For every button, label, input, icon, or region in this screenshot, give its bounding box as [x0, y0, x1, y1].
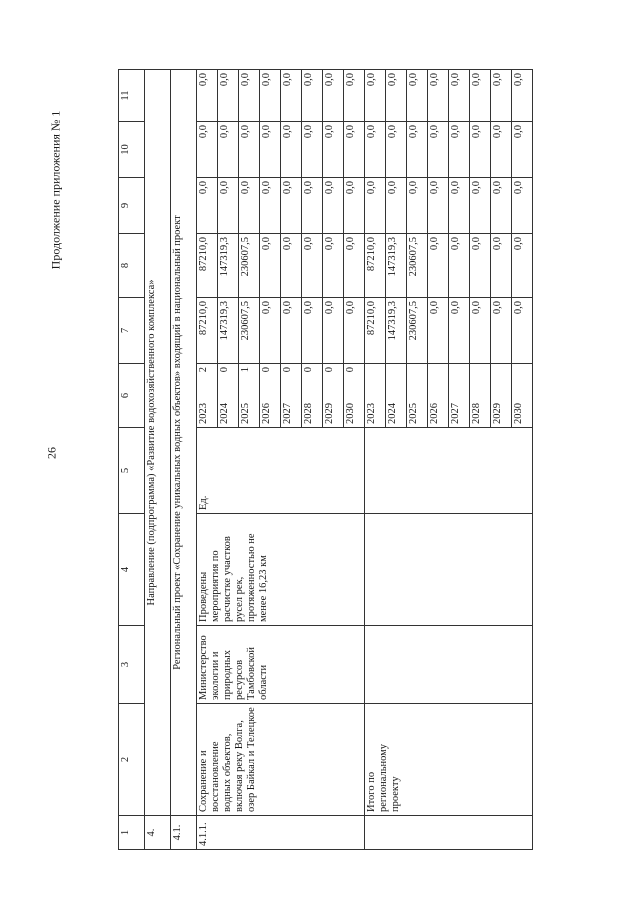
measure-name: Сохранение и восстановление водных объектов, включая реку Волга, озер Байкал и Телецкое [197, 704, 365, 816]
value-cell: 0,0 [449, 178, 470, 234]
value-cell: 0,0 [281, 234, 302, 298]
value-cell: 0,0 [512, 70, 533, 122]
total-number-cell [365, 816, 533, 850]
value-cell: 0,0 [428, 122, 449, 178]
value-cell: 230607,5 [407, 298, 428, 364]
year-value: 2025 [240, 403, 251, 424]
indicator-value: 0 [282, 367, 293, 373]
value-cell: 0,0 [260, 122, 281, 178]
value-cell: 0,0 [449, 70, 470, 122]
value-cell: 0,0 [239, 122, 260, 178]
indicator-value: 0 [324, 367, 335, 373]
value-cell: 0,0 [407, 178, 428, 234]
value-cell: 0,0 [323, 70, 344, 122]
indicator-value: 0 [345, 367, 356, 373]
value-cell: 0,0 [302, 122, 323, 178]
value-cell: 0,0 [428, 234, 449, 298]
measure-unit: Ед. [197, 428, 365, 514]
year-value: 2029 [324, 403, 335, 424]
section-number: 4. [145, 816, 171, 850]
value-cell: 230607,5 [239, 234, 260, 298]
value-cell: 0,0 [491, 234, 512, 298]
indicator-value: 1 [240, 367, 251, 373]
value-cell: 0,0 [491, 70, 512, 122]
year-cell: 2029 [491, 364, 512, 428]
year-cell [302, 364, 323, 428]
measure-number: 4.1.1. [197, 816, 365, 850]
value-cell: 0,0 [470, 298, 491, 364]
value-cell: 0,0 [323, 234, 344, 298]
year-cell [344, 364, 365, 428]
value-cell: 0,0 [428, 178, 449, 234]
year-value: 2027 [282, 403, 293, 424]
value-cell: 0,0 [407, 122, 428, 178]
column-header: 1 [119, 816, 145, 850]
value-cell: 87210,0 [365, 234, 386, 298]
column-header: 7 [119, 298, 145, 364]
column-header: 5 [119, 428, 145, 514]
value-cell: 0,0 [281, 70, 302, 122]
column-number-row [119, 70, 145, 850]
value-cell: 0,0 [512, 298, 533, 364]
value-cell: 0,0 [323, 178, 344, 234]
value-cell: 0,0 [449, 122, 470, 178]
value-cell: 147319,3 [218, 298, 239, 364]
column-header: 2 [119, 704, 145, 816]
measure-row-2023 [197, 70, 218, 850]
value-cell: 0,0 [323, 122, 344, 178]
year-value: 2028 [303, 403, 314, 424]
year-value: 2026 [261, 403, 272, 424]
value-cell: 0,0 [197, 122, 218, 178]
year-cell [197, 364, 218, 428]
year-cell: 2028 [470, 364, 491, 428]
column-header: 6 [119, 364, 145, 428]
total-empty-cell [365, 514, 533, 626]
indicator-value: 0 [303, 367, 314, 373]
value-cell: 0,0 [239, 178, 260, 234]
value-cell: 0,0 [491, 298, 512, 364]
value-cell: 0,0 [512, 122, 533, 178]
year-value: 2024 [219, 403, 230, 424]
value-cell: 0,0 [428, 70, 449, 122]
value-cell: 0,0 [491, 178, 512, 234]
value-cell: 0,0 [365, 122, 386, 178]
program-table [118, 69, 533, 850]
value-cell: 0,0 [512, 178, 533, 234]
year-value: 2030 [345, 403, 356, 424]
column-header: 10 [119, 122, 145, 178]
value-cell: 0,0 [302, 70, 323, 122]
column-header: 3 [119, 626, 145, 704]
value-cell: 0,0 [386, 178, 407, 234]
value-cell: 0,0 [302, 234, 323, 298]
value-cell: 0,0 [260, 70, 281, 122]
value-cell: 0,0 [260, 298, 281, 364]
value-cell: 0,0 [470, 70, 491, 122]
value-cell: 0,0 [344, 234, 365, 298]
year-cell: 2024 [386, 364, 407, 428]
year-cell: 2025 [407, 364, 428, 428]
value-cell: 147319,3 [386, 234, 407, 298]
value-cell: 230607,5 [239, 298, 260, 364]
year-cell: 2023 [365, 364, 386, 428]
value-cell: 0,0 [386, 70, 407, 122]
year-cell [218, 364, 239, 428]
year-value: 2023 [198, 403, 209, 424]
year-cell: 2026 [428, 364, 449, 428]
year-cell [239, 364, 260, 428]
value-cell: 0,0 [428, 298, 449, 364]
value-cell: 0,0 [302, 178, 323, 234]
value-cell: 0,0 [344, 122, 365, 178]
value-cell: 0,0 [365, 70, 386, 122]
year-cell [323, 364, 344, 428]
value-cell: 0,0 [470, 178, 491, 234]
column-header: 4 [119, 514, 145, 626]
value-cell: 0,0 [218, 70, 239, 122]
value-cell: 0,0 [365, 178, 386, 234]
value-cell: 0,0 [344, 70, 365, 122]
value-cell: 147319,3 [386, 298, 407, 364]
value-cell: 87210,0 [197, 298, 218, 364]
regional-project-row [171, 70, 197, 850]
rotated-table-wrapper [118, 70, 558, 850]
value-cell: 0,0 [197, 178, 218, 234]
total-empty-cell [365, 626, 533, 704]
total-empty-cell [365, 428, 533, 514]
total-row-2023 [365, 70, 386, 850]
value-cell: 87210,0 [365, 298, 386, 364]
value-cell: 0,0 [239, 70, 260, 122]
indicator-value: 0 [261, 367, 272, 373]
value-cell: 0,0 [260, 234, 281, 298]
year-cell [281, 364, 302, 428]
value-cell: 0,0 [197, 70, 218, 122]
value-cell: 230607,5 [407, 234, 428, 298]
value-cell: 0,0 [470, 234, 491, 298]
value-cell: 0,0 [449, 234, 470, 298]
value-cell: 0,0 [449, 298, 470, 364]
column-header: 8 [119, 234, 145, 298]
indicator-value: 2 [198, 367, 209, 373]
value-cell: 87210,0 [197, 234, 218, 298]
page-number: 26 [44, 447, 59, 459]
value-cell: 0,0 [386, 122, 407, 178]
total-label: Итого по региональному проекту [365, 704, 533, 816]
value-cell: 0,0 [470, 122, 491, 178]
value-cell: 0,0 [260, 178, 281, 234]
value-cell: 0,0 [407, 70, 428, 122]
value-cell: 0,0 [281, 122, 302, 178]
value-cell: 0,0 [491, 122, 512, 178]
value-cell: 0,0 [218, 122, 239, 178]
value-cell: 0,0 [281, 298, 302, 364]
column-header: 9 [119, 178, 145, 234]
regional-project-title: Региональный проект «Сохранение уникальных водных объектов» входящий в национальный проект [171, 70, 197, 816]
value-cell: 0,0 [218, 178, 239, 234]
value-cell: 0,0 [512, 234, 533, 298]
section-row [145, 70, 171, 850]
year-cell: 2027 [449, 364, 470, 428]
year-cell [260, 364, 281, 428]
section-title: Направление (подпрограмма) «Развитие водохозяйственного комплекса» [145, 70, 171, 816]
value-cell: 0,0 [323, 298, 344, 364]
value-cell: 0,0 [281, 178, 302, 234]
indicator-value: 0 [219, 367, 230, 373]
value-cell: 0,0 [344, 298, 365, 364]
measure-result: Проведены мероприятия по расчистке участков русел рек, протяженностью не менее 16,23 км [197, 514, 365, 626]
value-cell: 0,0 [302, 298, 323, 364]
regional-project-number: 4.1. [171, 816, 197, 850]
year-cell: 2030 [512, 364, 533, 428]
value-cell: 147319,3 [218, 234, 239, 298]
measure-responsible: Министерство экологии и природных ресурсов Тамбовской области [197, 626, 365, 704]
continuation-caption: Продолжение приложения № 1 [48, 110, 63, 270]
column-header: 11 [119, 70, 145, 122]
value-cell: 0,0 [344, 178, 365, 234]
